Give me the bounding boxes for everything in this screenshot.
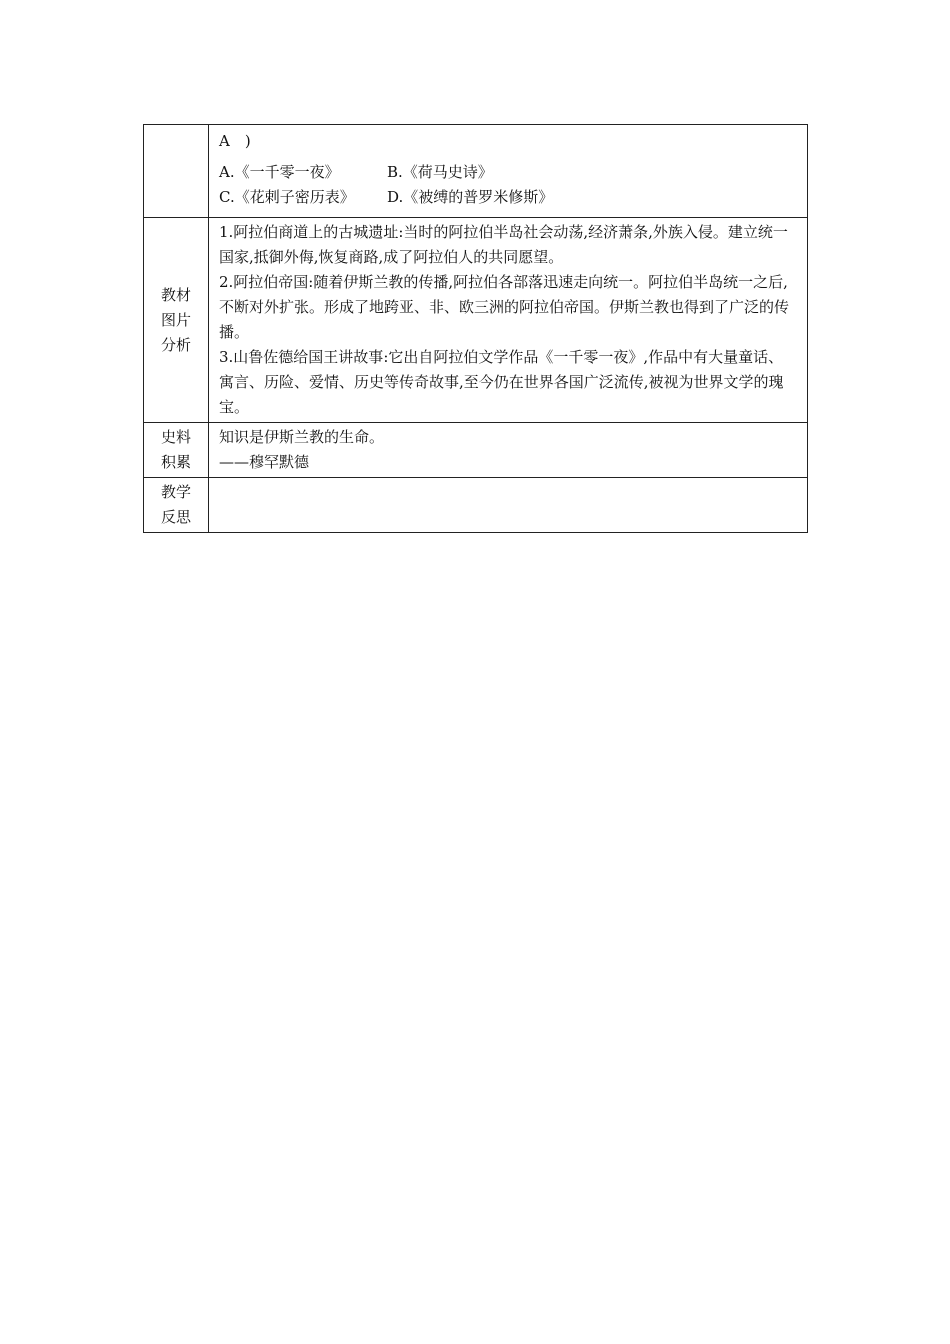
analysis-content-cell	[209, 218, 808, 423]
analysis-label-cell	[144, 218, 209, 423]
analysis-item-1: 1.阿拉伯商道上的古城遗址:当时的阿拉伯半岛社会动荡,经济萧条,外族入侵。建立统一国家,抵御外侮,恢复商路,成了阿拉伯人的共同愿望。	[219, 223, 788, 266]
source-label-cell	[144, 423, 209, 478]
quiz-option-c: C.《花剌子密历表》	[219, 188, 355, 206]
quiz-option-a: A.《一千零一夜》	[219, 163, 340, 181]
analysis-item-3: 3.山鲁佐德给国王讲故事:它出自阿拉伯文学作品《一千零一夜》,作品中有大量童话、寓言、历险、爱情、历史等传奇故事,至今仍在世界各国广泛流传,被视为世界文学的瑰宝。	[219, 348, 784, 416]
analysis-label-line-2: 图片	[160, 310, 191, 329]
source-label-line-1: 史料	[160, 428, 191, 446]
quiz-option-d: D.《被缚的普罗米修斯》	[387, 188, 554, 206]
reflection-label-line-2: 反思	[160, 508, 191, 526]
reflection-label-cell	[144, 478, 209, 533]
source-row	[144, 423, 808, 478]
analysis-row	[144, 218, 808, 423]
source-content-cell	[209, 423, 808, 478]
quiz-label-cell	[144, 125, 209, 218]
analysis-label-line-1: 教材	[160, 285, 191, 304]
source-attribution: ——穆罕默德	[219, 453, 310, 471]
analysis-item-2: 2.阿拉伯帝国:随着伊斯兰教的传播,阿拉伯各部落迅速走向统一。阿拉伯半岛统一之后,不断对外扩张。形成了地跨亚、非、欧三洲的阿拉伯帝国。伊斯兰教也得到了广泛的传播。	[219, 273, 790, 341]
quiz-row	[144, 125, 808, 218]
source-label-line-2: 积累	[160, 453, 191, 471]
quiz-options-line-2	[219, 185, 797, 210]
reflection-row	[144, 478, 808, 533]
analysis-label-line-3: 分析	[160, 335, 191, 354]
quiz-stem-tail: A )	[219, 132, 251, 150]
quiz-option-b: B.《荷马史诗》	[387, 163, 493, 181]
quiz-content-cell	[209, 125, 808, 218]
lesson-table	[143, 124, 808, 533]
quiz-options-line-1	[219, 160, 797, 185]
source-quote: 知识是伊斯兰教的生命。	[219, 428, 385, 446]
reflection-content-cell	[209, 478, 808, 533]
reflection-label-line-1: 教学	[160, 483, 191, 501]
